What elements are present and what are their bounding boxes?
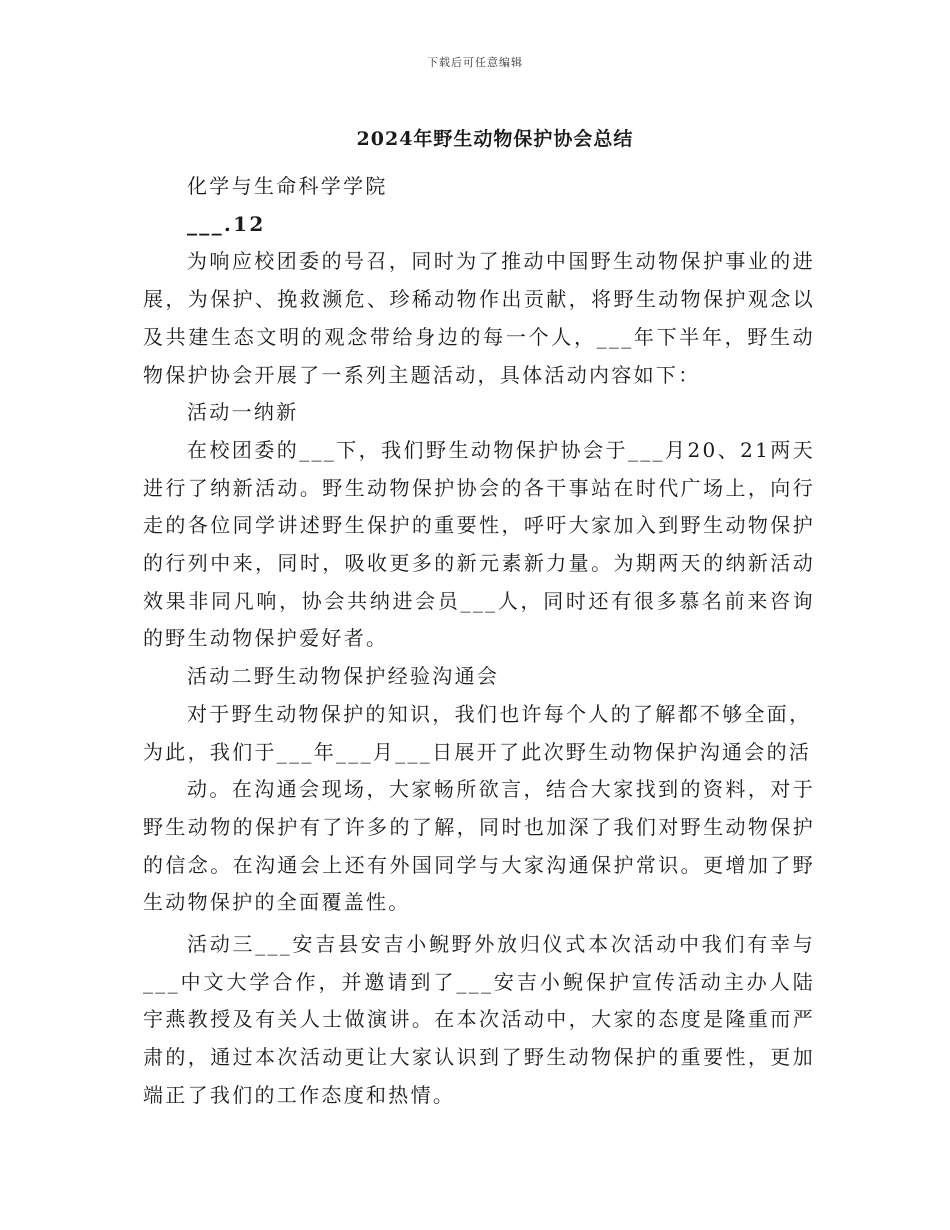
document-body: [143, 168, 815, 1115]
paragraph-activity-3: 活动三___安吉县安吉小鲵野外放归仪式本次活动中我们有幸与___中文大学合作，并邀请到了___安吉小鲵保护宣传活动主办人陆宇燕教授及有关人士做演讲。在本次活动中，大家的态度是隆重而严肃的，通过本次活动更让大家认识到了野生动物保护的重要性，更加端正了我们的工作态度和热情。: [143, 932, 815, 1107]
paragraph-activity-2-body: 动。在沟通会现场，大家畅所欲言，结合大家找到的资料，对于野生动物的保护有了许多的了解，同时也加深了我们对野生动物保护的信念。在沟通会上还有外国同学与大家沟通保护常识。更增加了野生动物保护的全面覆盖性。: [143, 777, 815, 915]
section-heading-activity-2: 活动二野生动物保护经验沟通会: [187, 664, 500, 689]
section-heading-activity-1: 活动一纳新: [187, 400, 299, 425]
header-note: 下载后可任意编辑: [427, 56, 523, 69]
date-line: ___.12: [187, 211, 266, 236]
paragraph-activity-1: 在校团委的___下，我们野生动物保护协会于___月20、21两天进行了纳新活动。野生动物保护协会的各干事站在时代广场上，向行走的各位同学讲述野生保护的重要性，呼吁大家加入到野生动物保护的行列中来，同时，吸收更多的新元素新力量。为期两天的纳新活动效果非同凡响，协会共纳进会员___人，同时还有很多慕名前来咨询的野生动物保护爱好者。: [143, 437, 815, 651]
paragraph-activity-2-line-1: 对于野生动物保护的知识，我们也许每个人的了解都不够全面，: [187, 701, 812, 726]
paragraph-activity-2-line-2: 为此，我们于___年___月___日展开了此次野生动物保护沟通会的活: [143, 739, 812, 764]
document-title: 2024年野生动物保护协会总结: [356, 128, 634, 150]
department-line: 化学与生命科学学院: [187, 174, 388, 198]
paragraph-intro: 为响应校团委的号召，同时为了推动中国野生动物保护事业的进展，为保护、挽救濒危、珍稀动物作出贡献，将野生动物保护观念以及共建生态文明的观念带给身边的每一个人，___年下半年，野生动物保护协会开展了一系列主题活动，具体活动内容如下：: [143, 249, 815, 387]
